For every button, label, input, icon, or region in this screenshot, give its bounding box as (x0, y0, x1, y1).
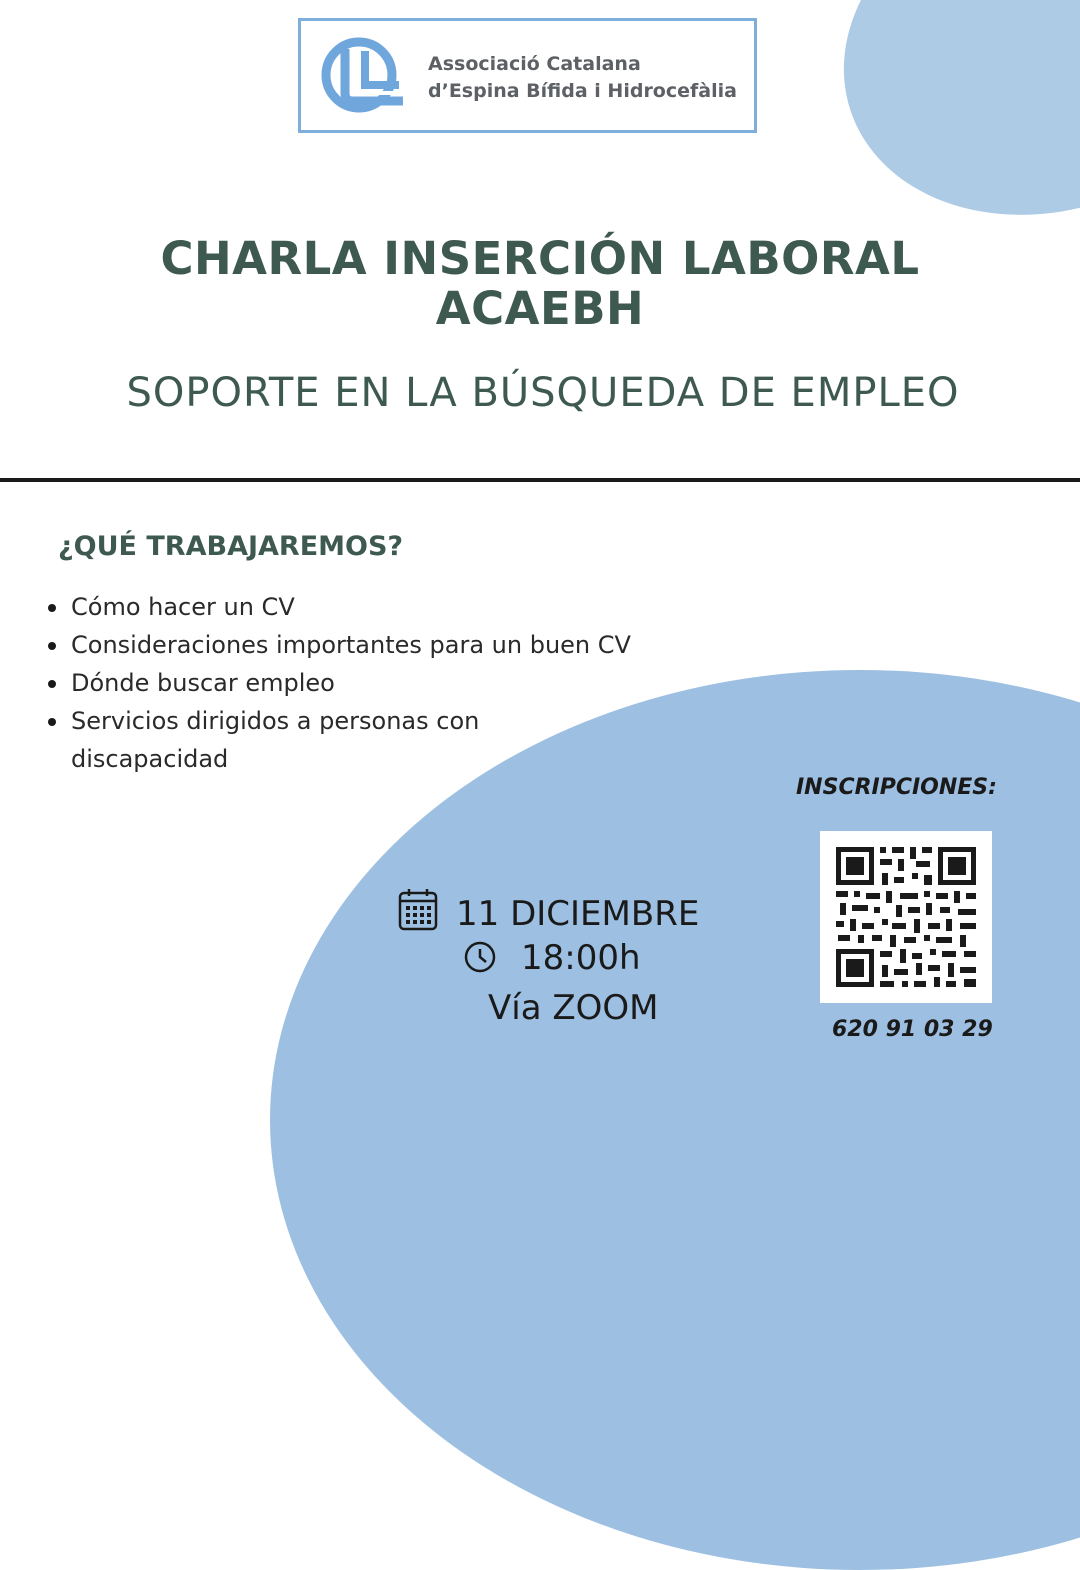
list-item: Consideraciones importantes para un buen CV (48, 626, 631, 664)
list-item: Servicios dirigidos a personas con discapacidad (48, 702, 541, 778)
event-venue: Vía ZOOM (488, 988, 659, 1028)
section-divider (0, 478, 1080, 482)
bullet-icon (48, 604, 56, 612)
organization-logo (298, 18, 757, 133)
clock-icon (463, 940, 497, 974)
decorative-blob-bottom (270, 670, 1080, 1570)
bullet-icon (48, 718, 56, 726)
decorative-blob-top (799, 0, 1080, 267)
calendar-icon (398, 887, 438, 931)
logo-line-1: Associació Catalana (428, 53, 641, 75)
bullet-icon (48, 680, 56, 688)
qr-code[interactable] (820, 831, 992, 1003)
page-title (0, 234, 1080, 334)
event-date-row (398, 887, 699, 934)
topics-list (48, 588, 631, 778)
registration-phone[interactable]: 620 91 03 29 (832, 1017, 993, 1042)
event-date: 11 DICIEMBRE (456, 894, 700, 934)
section-heading: ¿QUÉ TRABAJAREMOS? (58, 531, 404, 562)
list-item: Cómo hacer un CV (48, 588, 631, 626)
logo-text (428, 51, 737, 105)
title-line-1: CHARLA INSERCIÓN LABORAL (160, 232, 920, 285)
registration-label: INSCRIPCIONES: (796, 775, 997, 800)
logo-mark-icon (319, 35, 411, 115)
page-subtitle: SOPORTE EN LA BÚSQUEDA DE EMPLEO (126, 370, 960, 416)
logo-line-2: d’Espina Bífida i Hidrocefàlia (428, 80, 737, 102)
qr-code-icon (820, 831, 992, 1003)
event-time-row (463, 938, 641, 978)
event-time: 18:00h (521, 938, 641, 978)
title-line-2: ACAEBH (435, 282, 645, 335)
bullet-icon (48, 642, 56, 650)
list-item: Dónde buscar empleo (48, 664, 631, 702)
